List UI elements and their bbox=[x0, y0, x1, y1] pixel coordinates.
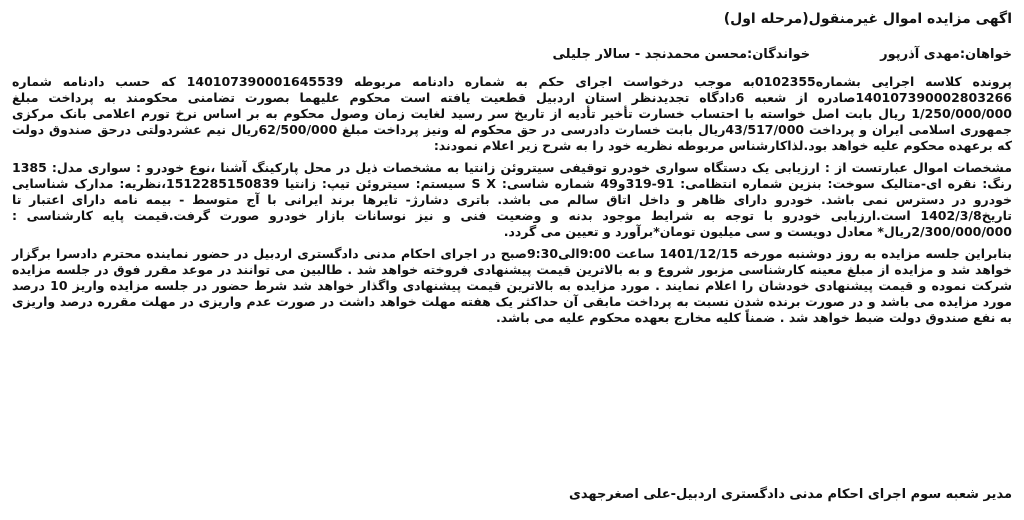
defendants-label: خواندگان:محسن محمدنجد - سالار جلیلی bbox=[552, 47, 811, 62]
case-paragraph: پرونده کلاسه اجرایی بشماره0102355به موجب درخواست اجرای حکم به شماره دادنامه مربوطه 140107390001645539 که حسب دادنامه شماره 140107390002803266صادره از شعبه 6دادگاه تجدیدنظر استان اردبیل قطعیت یافته است محکوم علیهما بصورت تضامنی محکومند به پرداخت مبلغ 1/250/000/000 ریال بابت اصل خواسته با احتساب خسارت تأخیر تأدیه از تاریخ سر رسید لغایت زمان وصول محکوم به بر اساس نرخ تورم اعلامی بانک مرکزی جمهوری اسلامی ایران و پرداخت 43/517/000ریال بابت خسارت دادرسی در حق محکوم له ونیز پرداخت مبلغ 62/500/000ریال نیم عشردولتی درحق صندوق دولت که برعهده محکوم علیه خواهد بود.لذاکارشناس مربوطه نظریه خود را به شرح زیر اعلام نمودند: bbox=[12, 74, 1013, 153]
notice-title: اگهی مزایده اموال غیرمنقول(مرحله اول) bbox=[723, 11, 1012, 27]
plaintiff-label: خواهان:مهدی آذرپور bbox=[880, 47, 1012, 62]
signature-line: مدیر شعبه سوم اجرای احکام مدنی دادگستری اردبیل-علی اصغرجهدی bbox=[568, 487, 1012, 502]
parties-line bbox=[12, 46, 1012, 64]
property-description-paragraph: مشخصات اموال عبارتست از : ارزیابی یک دستگاه سواری خودرو توقیفی سیتروئن زانتیا به مشخصات ذیل در محل پارکینگ آشنا ،نوع خودرو : سواری مدل: 1385 رنگ: نقره ای-متالیک سوخت: بنزین شماره انتظامی: 91-319و49 شماره شاسی: S X سیستم: سیتروئن تیپ: زانتیا 1512285150839،نظریه: مدارک شناسایی خودرو در دسترس نمی باشد. خودرو دارای ظاهر و داخل اتاق سالم می باشد. باتری دشارژ- تایرها برند ایرانی با آج متوسط - بیمه نامه دارای اعتبار تا تاریخ1402/3/8 است.ارزیابی خودرو با توجه به شرایط موجود بدنه و وضعیت فنی و نیز نوسانات بازار خودرو صورت گرفت.قیمت پایه کارشناسی : 2/300/000/000ریال* معادل دویست و سی میلیون تومان*برآورد و تعیین می گردد. bbox=[12, 160, 1012, 239]
auction-terms-paragraph: بنابراین جلسه مزایده به روز دوشنبه مورخه 1401/12/15 ساعت 9:00الی9:30صبح در اجرای احکام مدنی دادگستری اردبیل در حضور نماینده محترم دادسرا برگزار خواهد شد و مزایده از مبلغ معینه کارشناسی مزبور شروع و به بالاترین قیمت پیشنهادی فروخته خواهد شد . طالبین می توانند در موعد مقرر فوق در جلسه مزایده شرکت نموده و قیمت پیشنهادی خودشان را اعلام نمایند . مورد مزایده به بالاترین قیمت پیشنهادی واگذار خواهد شد شرط حضور در جلسه مزایده واریز 10 درصد مورد مزایده می باشد و در صورت برنده شدن نسبت به پرداخت مابقی آن حداکثر یک هفته مهلت خواهد داشت در صورت عدم واریزی در مهلت مقرره درصد واریزی به نفع صندوق دولت ضبط خواهد شد . ضمناً کلیه مخارج بعهده محکوم علیه می باشد. bbox=[12, 246, 1012, 325]
